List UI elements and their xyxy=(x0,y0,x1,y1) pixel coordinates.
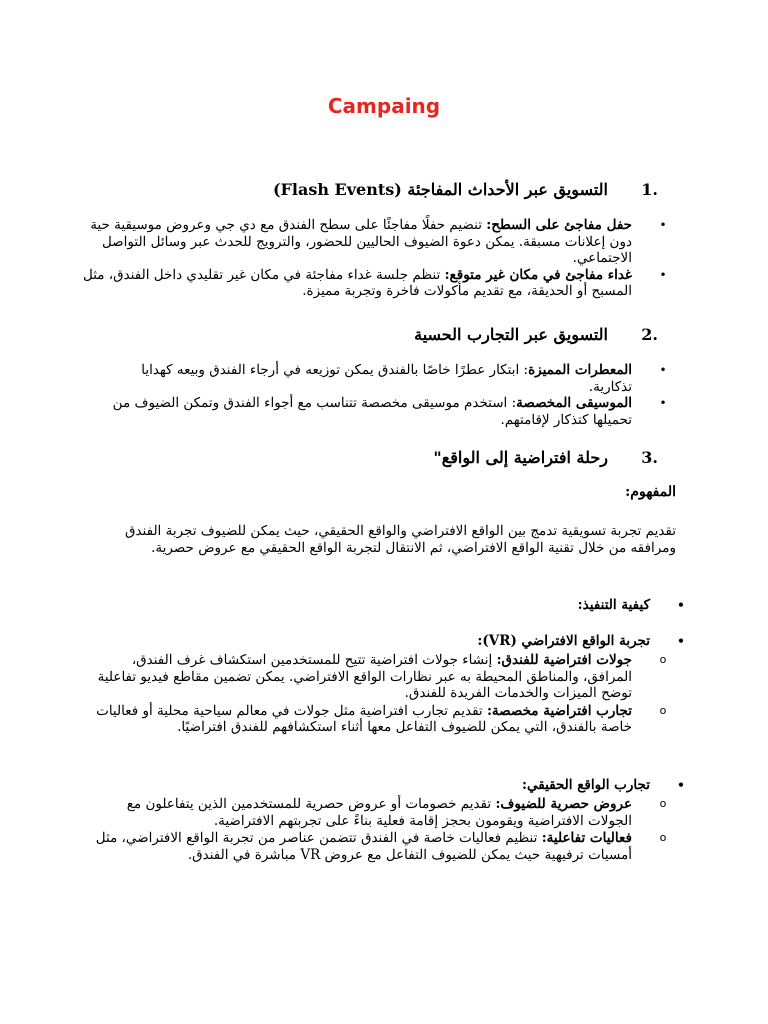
item-text: : ابتكار عطرًا خاصًا بالفندق يمكن توزيعه في أرجاء الفندق وبيعه كهدايا تذكارية. xyxy=(141,362,632,395)
item-text: تقديم خصومات أو عروض حصرية للمستخدمين الذين يتفاعلون مع الجولات الافتراضية ويقومون بحجز إقامة فعلية بناءً على تجربتهم الافتراضية. xyxy=(126,796,632,829)
item-text: تنظم جلسة غداء مفاجئة في مكان غير تقليدي داخل الفندق، مثل المسبح أو الحديقة، مع تقديم مأكولات فاخرة وتجربة مميزة. xyxy=(82,266,632,299)
item-bold-label: حفل مفاجئ على السطح: xyxy=(486,217,632,233)
concept-label: المفهوم: xyxy=(625,484,676,500)
circle-bullet-icon: o xyxy=(659,831,667,844)
circle-bullet-icon: o xyxy=(659,797,667,810)
circle-bullet-icon: o xyxy=(659,703,667,717)
real-label: تجارب الواقع الحقيقي: xyxy=(522,777,650,793)
section-3-heading xyxy=(433,448,658,467)
bullet-icon: • xyxy=(677,598,685,612)
implementation-label: كيفية التنفيذ: xyxy=(577,597,650,613)
vr-list xyxy=(90,633,685,650)
section-2-list xyxy=(112,362,667,428)
list-item xyxy=(90,597,685,614)
section-3-number: .3 xyxy=(641,448,658,467)
list-item xyxy=(90,633,685,650)
bullet-icon: • xyxy=(677,634,685,648)
section-2-heading xyxy=(414,325,658,344)
real-sublist xyxy=(92,796,667,863)
section-1-title: التسويق عبر الأحداث المفاجئة (Flash Events) xyxy=(272,180,608,199)
item-text: : استخدم موسيقى مخصصة تتناسب مع أجواء الفندق وتمكن الضيوف من تحميلها كتذكار لإقامتهم. xyxy=(112,395,632,428)
item-text: تقديم تجارب افتراضية مثل جولات في معالم سياحية محلية أو فعاليات خاصة بالفندق، التي يمكن للضيوف التفاعل معها أثناء استكشافهم للفندق افتراضيًا. xyxy=(96,702,632,735)
section-3-title: رحلة افتراضية إلى الواقع" xyxy=(433,448,608,467)
bullet-icon: • xyxy=(677,778,685,792)
list-item xyxy=(112,395,667,428)
list-item xyxy=(92,796,667,829)
item-bold-label: فعاليات تفاعلية: xyxy=(541,830,632,846)
vr-sublist xyxy=(92,652,667,736)
section-1-heading xyxy=(273,180,658,199)
bullet-icon: • xyxy=(659,363,667,377)
item-bold-label: الموسيقى المخصصة xyxy=(516,395,632,411)
real-list xyxy=(90,777,685,794)
section-1-list xyxy=(72,217,667,300)
list-item xyxy=(112,362,667,395)
list-item xyxy=(92,702,667,736)
section-2-number: .2 xyxy=(641,325,658,344)
bullet-icon: • xyxy=(659,267,667,282)
item-text: إنشاء جولات افتراضية تتيح للمستخدمين استكشاف غرف الفندق، المرافق، والمناطق المحيطة به عبر نظارات الواقع الافتراضي. يمكن تضمين مقاطع فيديو تفاعلية توضح الميزات والخدمات الفريدة للفندق. xyxy=(97,652,632,701)
concept-text: تقديم تجربة تسويقية تدمج بين الواقع الافتراضي والواقع الحقيقي، حيث يمكن للضيوف تجربة الفندق ومرافقه من خلال تقنية الواقع الافتراضي، ثم الانتقال لتجربة الواقع الحقيقي مع عروض حصرية. xyxy=(124,523,676,556)
list-item xyxy=(72,217,667,267)
bullet-icon: • xyxy=(659,218,667,232)
list-item xyxy=(90,777,685,794)
list-item xyxy=(92,652,667,702)
document-title: Campaing xyxy=(327,94,441,118)
item-text: تنضيم حفلًا مفاجئًا على سطح الفندق مع دي جي وعروض موسيقية حية دون إعلانات مسبقة. يمكن دعوة الضيوف الحاليين للحضور، والترويج للحدث عبر وسائل التواصل الاجتماعي. xyxy=(90,217,632,266)
section-2-title: التسويق عبر التجارب الحسية xyxy=(414,325,608,344)
implementation-list xyxy=(90,597,685,614)
section-1-number: .1 xyxy=(641,180,658,199)
vr-label: تجربة الواقع الافتراضي (VR): xyxy=(477,633,650,649)
list-item xyxy=(72,266,667,300)
item-bold-label: المعطرات المميزة xyxy=(528,362,632,378)
item-bold-label: تجارب افتراضية مخصصة: xyxy=(486,702,632,719)
item-bold-label: جولات افتراضية للفندق: xyxy=(496,652,632,668)
bullet-icon: • xyxy=(659,396,667,410)
circle-bullet-icon: o xyxy=(659,653,667,666)
item-text: تنظيم فعاليات خاصة في الفندق تتضمن عناصر من تجربة الواقع الافتراضي، مثل أمسيات ترفيهية حيث يمكن للضيوف التفاعل مع عروض VR مباشرة في الفندق. xyxy=(95,830,632,863)
item-bold-label: عروض حصرية للضيوف: xyxy=(495,796,632,812)
list-item xyxy=(92,830,667,863)
item-bold-label: غداء مفاجئ في مكان غير متوقع: xyxy=(444,266,632,283)
